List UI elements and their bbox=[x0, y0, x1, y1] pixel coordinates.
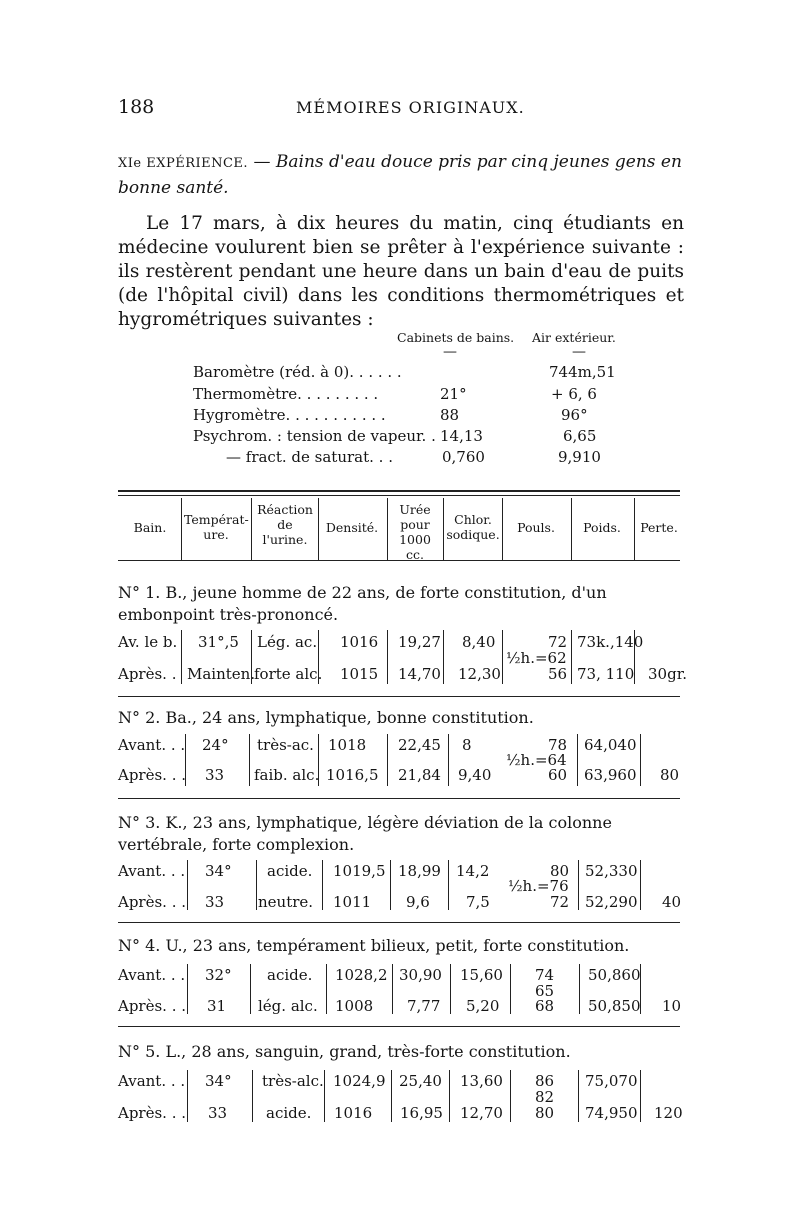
s3-chlor-avant: 14,2 bbox=[456, 862, 490, 880]
col-perte: Perte. bbox=[640, 520, 678, 535]
header-sep-8 bbox=[634, 498, 635, 560]
s2-pouls-apres: 60 bbox=[548, 766, 568, 784]
s5-sep-6 bbox=[510, 1070, 511, 1122]
s1-temp-avant: 31°,5 bbox=[198, 633, 239, 651]
s3-sep-5 bbox=[448, 860, 449, 910]
s2-bain-apres: Après. . . bbox=[118, 766, 187, 784]
cond-air-saturation: 9,910 bbox=[558, 448, 601, 466]
header-sep-4 bbox=[387, 498, 388, 560]
s2-sep-1 bbox=[185, 734, 186, 786]
cond-dash-air: — bbox=[572, 344, 586, 360]
s5-uree-avant: 25,40 bbox=[399, 1072, 442, 1090]
s3-bain-apres: Après. . . bbox=[118, 893, 187, 911]
cond-label-hygrometre: Hygromètre. . . . . . . . . . . bbox=[193, 406, 386, 424]
s1-bain-avant: Av. le b. bbox=[118, 633, 178, 651]
s2-sep-5 bbox=[448, 734, 449, 786]
s1-uree-apres: 14,70 bbox=[398, 665, 441, 683]
s4-bottom-rule bbox=[118, 1026, 680, 1027]
s4-densite-avant: 1028,2 bbox=[335, 966, 388, 984]
s5-chlor-apres: 12,70 bbox=[460, 1104, 503, 1122]
s5-perte: 120 bbox=[654, 1104, 683, 1122]
cond-label-tension: Psychrom. : tension de vapeur. . bbox=[193, 427, 436, 445]
header-sep-6 bbox=[502, 498, 503, 560]
s3-densite-apres: 1011 bbox=[333, 893, 372, 911]
s3-reaction-avant: acide. bbox=[267, 862, 313, 880]
cond-air-tension: 6,65 bbox=[563, 427, 597, 445]
s5-reaction-avant: très-alc. bbox=[262, 1072, 324, 1090]
experiment-dash: — bbox=[253, 152, 271, 172]
s5-reaction-apres: acide. bbox=[266, 1104, 312, 1122]
header-sep-3 bbox=[318, 498, 319, 560]
s4-pouls-avant: 74 bbox=[535, 966, 555, 984]
col-densite: Densité. bbox=[325, 520, 379, 535]
s5-sep-1 bbox=[187, 1070, 188, 1122]
cond-air-thermometre: + 6, 6 bbox=[551, 385, 597, 403]
col-poids: Poids. bbox=[583, 520, 621, 535]
experiment-title: Bains d'eau douce pris par cinq jeunes gens en bonne santé. bbox=[118, 152, 682, 198]
s1-sep-6 bbox=[502, 630, 503, 684]
s1-chlor-apres: 12,30 bbox=[458, 665, 501, 683]
s5-uree-apres: 16,95 bbox=[400, 1104, 443, 1122]
cond-cabinet-saturation: 0,760 bbox=[442, 448, 485, 466]
s4-sep-6 bbox=[510, 964, 511, 1014]
subject-3-heading: N° 3. K., 23 ans, lymphatique, légère déviation de la colonne vertébrale, forte complexion. bbox=[118, 813, 612, 854]
s4-densite-apres: 1008 bbox=[335, 997, 374, 1015]
s2-poids-apres: 63,960 bbox=[584, 766, 637, 784]
s3-sep-2 bbox=[256, 860, 257, 910]
s2-bottom-rule bbox=[118, 798, 680, 799]
s2-sep-6 bbox=[577, 734, 578, 786]
s5-pouls-apres: 80 bbox=[535, 1104, 555, 1122]
col-chlor: Chlor. sodique. bbox=[446, 512, 500, 542]
col-temperature: Températ-ure. bbox=[184, 512, 249, 542]
s4-uree-apres: 7,77 bbox=[407, 997, 441, 1015]
s3-bottom-rule bbox=[118, 922, 680, 923]
header-sep-2 bbox=[251, 498, 252, 560]
s2-sep-3 bbox=[318, 734, 319, 786]
s1-perte: 30gr. bbox=[648, 665, 687, 683]
s4-bain-apres: Après. . . bbox=[118, 997, 187, 1015]
s2-sep-2 bbox=[249, 734, 250, 786]
s3-temp-apres: 33 bbox=[205, 893, 225, 911]
s2-densite-apres: 1016,5 bbox=[326, 766, 379, 784]
s3-reaction-apres: neutre. bbox=[258, 893, 314, 911]
subject-4-heading: N° 4. U., 23 ans, tempérament bilieux, petit, forte constitution. bbox=[118, 936, 630, 955]
s3-sep-4 bbox=[390, 860, 391, 910]
s2-reaction-apres: faib. alc. bbox=[254, 766, 320, 784]
s3-pouls-avant: 80 bbox=[550, 862, 570, 880]
cond-cabinet-thermometre: 21° bbox=[440, 385, 467, 403]
s1-sep-4 bbox=[387, 630, 388, 684]
s5-sep-8 bbox=[640, 1070, 641, 1122]
s1-sep-8 bbox=[634, 630, 635, 684]
cond-label-barometre: Baromètre (réd. à 0). . . . . . bbox=[193, 363, 402, 381]
cond-label-saturation: — fract. de saturat. . . bbox=[226, 448, 393, 466]
s5-sep-4 bbox=[391, 1070, 392, 1122]
s4-sep-7 bbox=[579, 964, 580, 1014]
table-top-rule-2 bbox=[118, 495, 680, 496]
s1-reaction-apres: forte alc. bbox=[254, 665, 323, 683]
s5-densite-apres: 1016 bbox=[334, 1104, 373, 1122]
s2-sep-4 bbox=[387, 734, 388, 786]
s1-sep-1 bbox=[181, 630, 182, 684]
s5-poids-apres: 74,950 bbox=[585, 1104, 638, 1122]
page-number: 188 bbox=[118, 96, 155, 118]
header-sep-1 bbox=[181, 498, 182, 560]
cond-air-barometre: 744m,51 bbox=[549, 363, 616, 381]
col-pouls: Pouls. bbox=[517, 520, 555, 535]
s3-temp-avant: 34° bbox=[205, 862, 232, 880]
s4-temp-avant: 32° bbox=[205, 966, 232, 984]
s5-sep-5 bbox=[449, 1070, 450, 1122]
s4-reaction-apres: lég. alc. bbox=[258, 997, 318, 1015]
s5-densite-avant: 1024,9 bbox=[333, 1072, 386, 1090]
s1-poids-apres: 73, 110 bbox=[577, 665, 635, 683]
s3-poids-apres: 52,290 bbox=[585, 893, 638, 911]
s1-chlor-avant: 8,40 bbox=[462, 633, 496, 651]
cond-cabinet-tension: 14,13 bbox=[440, 427, 483, 445]
s5-chlor-avant: 13,60 bbox=[460, 1072, 503, 1090]
s1-sep-5 bbox=[443, 630, 444, 684]
cond-header-air: Air extérieur. bbox=[532, 330, 616, 345]
subject-1-heading: N° 1. B., jeune homme de 22 ans, de forte constitution, d'un embonpoint très-prononcé. bbox=[118, 583, 607, 624]
s2-sep-7 bbox=[640, 734, 641, 786]
s1-bottom-rule bbox=[118, 696, 680, 697]
cond-label-thermometre: Thermomètre. . . . . . . . . bbox=[193, 385, 379, 403]
s3-densite-avant: 1019,5 bbox=[333, 862, 386, 880]
running-title: MÉMOIRES ORIGINAUX. bbox=[296, 98, 525, 117]
s3-uree-avant: 18,99 bbox=[398, 862, 441, 880]
s3-poids-avant: 52,330 bbox=[585, 862, 638, 880]
s4-uree-avant: 30,90 bbox=[399, 966, 442, 984]
s4-pouls-apres: 68 bbox=[535, 997, 555, 1015]
s4-sep-5 bbox=[450, 964, 451, 1014]
s3-sep-3 bbox=[322, 860, 323, 910]
s3-pouls-mid: ½h.=76 bbox=[508, 877, 569, 895]
s3-sep-7 bbox=[640, 860, 641, 910]
s4-bain-avant: Avant. . . bbox=[118, 966, 186, 984]
s1-poids-avant: 73k.,140 bbox=[577, 633, 644, 651]
subject-5-heading: N° 5. L., 28 ans, sanguin, grand, très-forte constitution. bbox=[118, 1042, 571, 1061]
s4-pouls-mid: 65 bbox=[535, 982, 555, 1000]
cond-dash-cabinets: — bbox=[443, 344, 457, 360]
cond-cabinet-hygrometre: 88 bbox=[440, 406, 460, 424]
s5-bain-apres: Après. . . bbox=[118, 1104, 187, 1122]
s1-pouls-apres: 56 bbox=[548, 665, 568, 683]
s4-chlor-avant: 15,60 bbox=[460, 966, 503, 984]
s1-sep-7 bbox=[571, 630, 572, 684]
s4-sep-4 bbox=[392, 964, 393, 1014]
s1-bain-apres: Après. . bbox=[118, 665, 177, 683]
s4-sep-2 bbox=[250, 964, 251, 1014]
s1-densite-avant: 1016 bbox=[340, 633, 379, 651]
subject-2-heading: N° 2. Ba., 24 ans, lymphatique, bonne constitution. bbox=[118, 708, 534, 727]
s3-bain-avant: Avant. . . bbox=[118, 862, 186, 880]
s5-sep-2 bbox=[252, 1070, 253, 1122]
s1-sep-2 bbox=[251, 630, 252, 684]
s1-uree-avant: 19,27 bbox=[398, 633, 441, 651]
s1-pouls-avant: 72 bbox=[548, 633, 568, 651]
s3-uree-apres: 9,6 bbox=[406, 893, 430, 911]
s2-bain-avant: Avant. . . bbox=[118, 736, 186, 754]
s4-temp-apres: 31 bbox=[207, 997, 227, 1015]
s1-sep-3 bbox=[318, 630, 319, 684]
s3-perte: 40 bbox=[662, 893, 682, 911]
s5-temp-avant: 34° bbox=[205, 1072, 232, 1090]
s5-sep-3 bbox=[324, 1070, 325, 1122]
s1-temp-apres: Mainten. bbox=[187, 665, 256, 683]
s2-uree-avant: 22,45 bbox=[398, 736, 441, 754]
s3-chlor-apres: 7,5 bbox=[466, 893, 490, 911]
s4-sep-3 bbox=[326, 964, 327, 1014]
experiment-label: XIe EXPÉRIENCE. bbox=[118, 156, 249, 171]
s2-reaction-avant: très-ac. bbox=[257, 736, 314, 754]
table-top-rule bbox=[118, 490, 680, 492]
intro-text: Le 17 mars, à dix heures du matin, cinq étudiants en médecine voulurent bien se prêter à l'expérience suivante : ils restèrent pendant une heure dans un bain d'eau de puits (de l'hôpital civil) dans les conditions thermométriques et hygrométriques suivantes : bbox=[118, 213, 684, 330]
s1-densite-apres: 1015 bbox=[340, 665, 379, 683]
s5-pouls-avant: 86 bbox=[535, 1072, 555, 1090]
s2-temp-avant: 24° bbox=[202, 736, 229, 754]
s4-chlor-apres: 5,20 bbox=[466, 997, 500, 1015]
s3-sep-1 bbox=[187, 860, 188, 910]
s2-pouls-mid: ½h.=64 bbox=[506, 751, 567, 769]
col-reaction: Réaction de l'urine. bbox=[257, 502, 313, 547]
s2-densite-avant: 1018 bbox=[328, 736, 367, 754]
s4-poids-avant: 50,860 bbox=[588, 966, 641, 984]
s5-pouls-mid: 82 bbox=[535, 1088, 555, 1106]
experiment-heading bbox=[118, 150, 688, 200]
s5-poids-avant: 75,070 bbox=[585, 1072, 638, 1090]
s4-perte: 10 bbox=[662, 997, 682, 1015]
cond-air-hygrometre: 96° bbox=[561, 406, 588, 424]
s4-reaction-avant: acide. bbox=[267, 966, 313, 984]
s4-poids-apres: 50,850 bbox=[588, 997, 641, 1015]
s4-sep-8 bbox=[640, 964, 641, 1014]
s2-pouls-avant: 78 bbox=[548, 736, 568, 754]
s4-sep-1 bbox=[187, 964, 188, 1014]
s2-temp-apres: 33 bbox=[205, 766, 225, 784]
s2-poids-avant: 64,040 bbox=[584, 736, 637, 754]
s5-temp-apres: 33 bbox=[208, 1104, 228, 1122]
s2-perte: 80 bbox=[660, 766, 680, 784]
s1-pouls-mid: ½h.=62 bbox=[506, 649, 567, 667]
s3-pouls-apres: 72 bbox=[550, 893, 570, 911]
s2-uree-apres: 21,84 bbox=[398, 766, 441, 784]
col-uree: Urée pour 1000 cc. bbox=[399, 502, 431, 562]
s3-sep-6 bbox=[578, 860, 579, 910]
s2-chlor-apres: 9,40 bbox=[458, 766, 492, 784]
s1-reaction-avant: Lég. ac. bbox=[257, 633, 318, 651]
s5-sep-7 bbox=[578, 1070, 579, 1122]
cond-header-cabinets: Cabinets de bains. bbox=[397, 330, 515, 345]
intro-paragraph bbox=[118, 212, 684, 332]
header-sep-5 bbox=[443, 498, 444, 560]
header-sep-7 bbox=[571, 498, 572, 560]
s5-bain-avant: Avant. . . bbox=[118, 1072, 186, 1090]
col-bain: Bain. bbox=[133, 520, 167, 535]
s2-chlor-avant: 8 bbox=[462, 736, 472, 754]
